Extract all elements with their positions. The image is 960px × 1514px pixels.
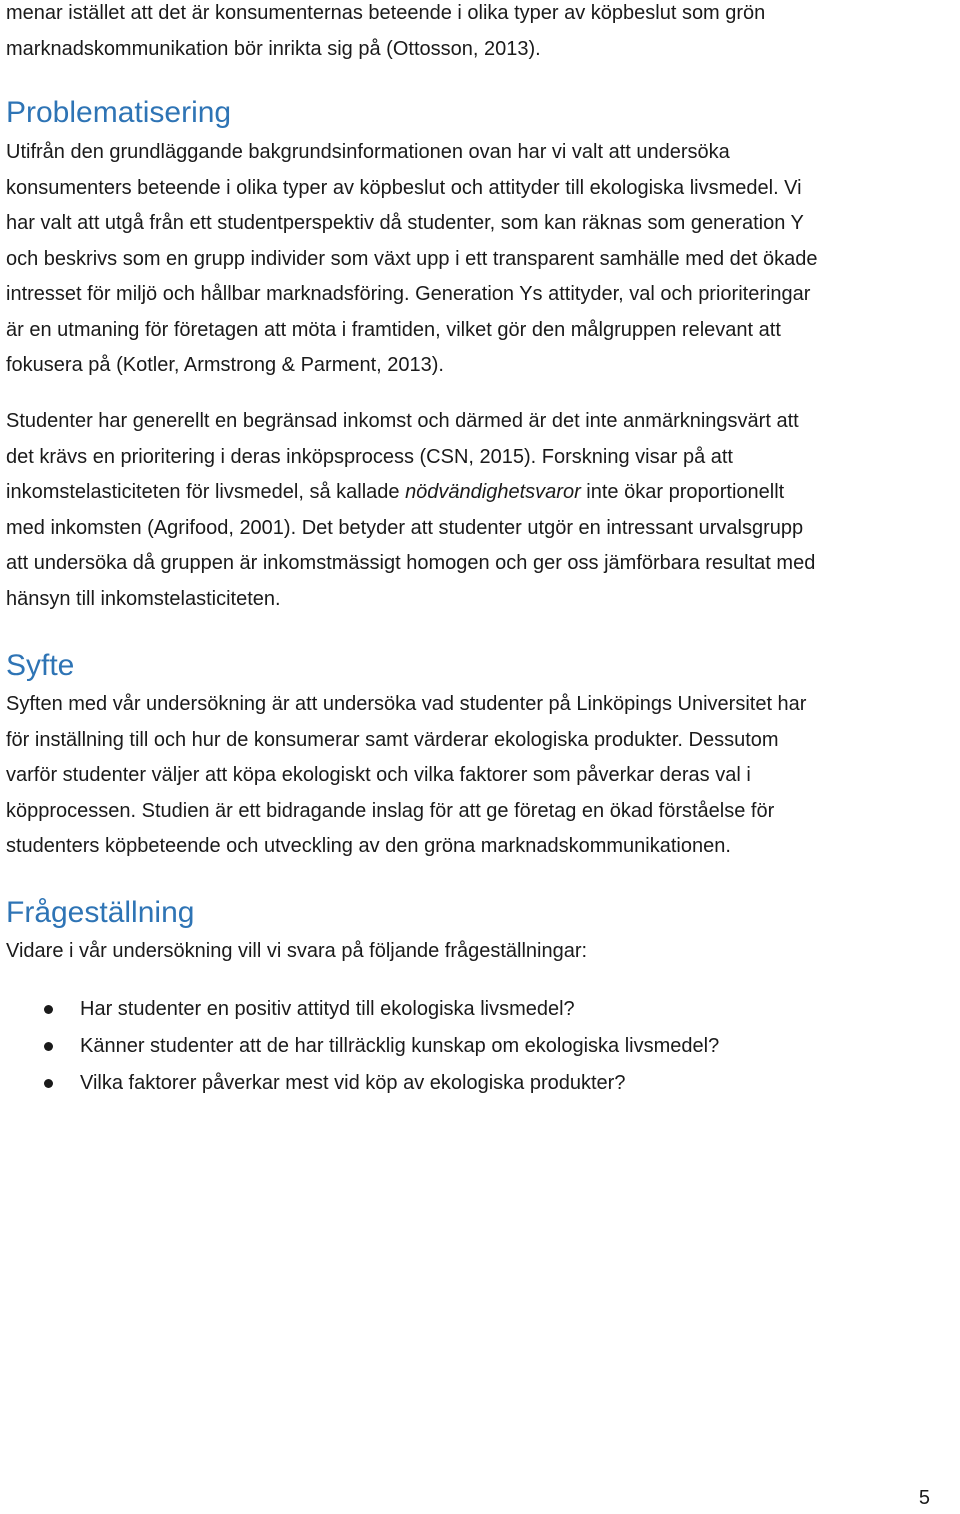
fragestallning-intro: Vidare i vår undersökning vill vi svara på följande frågeställningar: bbox=[6, 940, 588, 962]
heading-fragestallning: Frågeställning bbox=[6, 896, 195, 929]
paragraph-line: fokusera på (Kotler, Armstrong & Parment, 2013). bbox=[6, 354, 444, 376]
list-item bbox=[6, 1065, 719, 1102]
intro-line: menar istället att det är konsumenternas beteende i olika typer av köpbeslut som grön bbox=[6, 2, 766, 24]
paragraph-line: att undersöka då gruppen är inkomstmässigt homogen och ger oss jämförbara resultat med bbox=[6, 552, 816, 574]
paragraph-line: hänsyn till inkomstelasticiteten. bbox=[6, 587, 281, 610]
paragraph-line: Syften med vår undersökning är att undersöka vad studenter på Linköpings Universitet har bbox=[6, 693, 807, 715]
paragraph-line: köpprocessen. Studien är ett bidragande inslag för att ge företag en ökad förståelse för bbox=[6, 799, 775, 822]
heading-problematisering: Problematisering bbox=[6, 96, 232, 129]
problematisering-paragraph-1 bbox=[6, 135, 818, 384]
problematisering-paragraph-2 bbox=[6, 404, 815, 617]
paragraph-line: Utifrån den grundläggande bakgrundsinformationen ovan har vi valt att undersöka bbox=[6, 141, 730, 163]
bullet-icon bbox=[44, 1005, 53, 1014]
emphasized-term: nödvändighetsvaror bbox=[405, 481, 581, 503]
paragraph-line bbox=[6, 475, 815, 511]
paragraph-line: intresset för miljö och hållbar marknadsföring. Generation Ys attityder, val och prioriteringar bbox=[6, 283, 811, 305]
paragraph-text: inte ökar proportionellt bbox=[580, 481, 785, 503]
list-item bbox=[6, 991, 719, 1028]
heading-syfte: Syfte bbox=[6, 649, 75, 682]
paragraph-line: studenters köpbeteende och utveckling av den gröna marknadskommunikationen. bbox=[6, 835, 731, 857]
intro-paragraph bbox=[6, 0, 765, 67]
question-text: Känner studenter att de har tillräcklig kunskap om ekologiska livsmedel? bbox=[80, 1035, 720, 1057]
bullet-icon bbox=[44, 1079, 53, 1088]
paragraph-line: är en utmaning för företagen att möta i framtiden, vilket gör den målgruppen relevant att bbox=[6, 318, 781, 341]
page-number: 5 bbox=[918, 1487, 930, 1509]
bullet-icon bbox=[44, 1042, 53, 1051]
question-text: Vilka faktorer påverkar mest vid köp av ekologiska produkter? bbox=[80, 1072, 626, 1094]
paragraph-line: för inställning till och hur de konsumerar samt värderar ekologiska produkter. Dessutom bbox=[6, 728, 779, 751]
paragraph-line: med inkomsten (Agrifood, 2001). Det betyder att studenter utgör en intressant urvalsgrupp bbox=[6, 516, 804, 539]
paragraph-line: varför studenter väljer att köpa ekologiskt och vilka faktorer som påverkar deras val i bbox=[6, 764, 751, 786]
paragraph-line: har valt att utgå från ett studentperspektiv då studenter, som kan räknas som generation Y bbox=[6, 212, 804, 234]
paragraph-line: konsumenters beteende i olika typer av köpbeslut och attityder till ekologiska livsmedel. Vi bbox=[6, 176, 802, 199]
intro-line: marknadskommunikation bör inrikta sig på (Ottosson, 2013). bbox=[6, 37, 541, 60]
question-list bbox=[6, 991, 719, 1102]
list-item bbox=[6, 1028, 719, 1065]
paragraph-line: det krävs en prioritering i deras inköpsprocess (CSN, 2015). Forskning visar på att bbox=[6, 445, 733, 468]
question-text: Har studenter en positiv attityd till ekologiska livsmedel? bbox=[80, 998, 575, 1020]
paragraph-text: inkomstelasticiteten för livsmedel, så kallade bbox=[6, 481, 406, 503]
syfte-paragraph bbox=[6, 687, 806, 865]
paragraph-line: Studenter har generellt en begränsad inkomst och därmed är det inte anmärkningsvärt att bbox=[6, 410, 799, 432]
paragraph-line: och beskrivs som en grupp individer som växt upp i ett transparent samhälle med det ökade bbox=[6, 247, 818, 270]
